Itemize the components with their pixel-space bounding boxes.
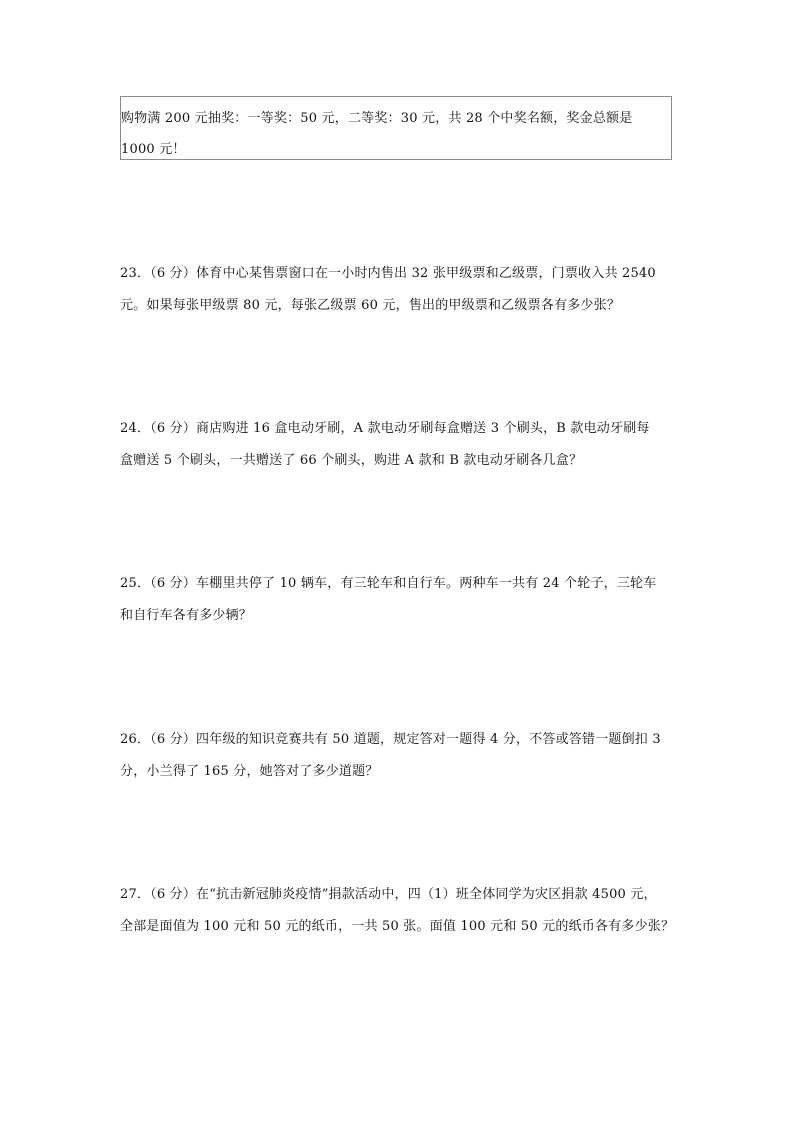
notice-line-1: 购物满 200 元抽奖：一等奖：50 元，二等奖：30 元，共 28 个中奖名额，奖金总额是	[121, 111, 633, 126]
question-27-line-1: 27．（6 分）在“抗击新冠肺炎疫情”捐款活动中，四（1）班全体同学为灾区捐款 4500 元，	[120, 887, 657, 902]
question-27-line-2: 全部是面值为 100 元和 50 元的纸币，一共 50 张。面值 100 元和 50 元的纸币各有多少张？	[120, 919, 675, 934]
question-26	[120, 724, 680, 788]
notice-line-2: 1000 元！	[121, 142, 186, 157]
question-25	[120, 568, 680, 632]
question-24	[120, 413, 680, 477]
question-23-line-2: 元。如果每张甲级票 80 元，每张乙级票 60 元，售出的甲级票和乙级票各有多少张？	[120, 298, 621, 313]
question-24-line-2: 盒赠送 5 个刷头，一共赠送了 66 个刷头，购进 A 款和 B 款电动牙刷各几盒？	[120, 453, 583, 468]
notice-box	[120, 96, 672, 160]
question-25-line-2: 和自行车各有多少辆？	[120, 608, 253, 623]
question-25-line-1: 25．（6 分）车棚里共停了 10 辆车，有三轮车和自行车。两种车一共有 24 个轮子，三轮车	[120, 576, 657, 591]
question-23	[120, 258, 680, 322]
question-23-line-1: 23．（6 分）体育中心某售票窗口在一小时内售出 32 张甲级票和乙级票，门票收入共 2540	[120, 266, 656, 281]
question-26-line-2: 分，小兰得了 165 分，她答对了多少道题？	[120, 764, 379, 779]
question-26-line-1: 26．（6 分）四年级的知识竞赛共有 50 道题，规定答对一题得 4 分，不答或答错一题倒扣 3	[120, 732, 661, 747]
question-27	[120, 879, 680, 943]
question-24-line-1: 24．（6 分）商店购进 16 盒电动牙刷，A 款电动牙刷每盒赠送 3 个刷头，B 款电动牙刷每	[120, 421, 650, 436]
